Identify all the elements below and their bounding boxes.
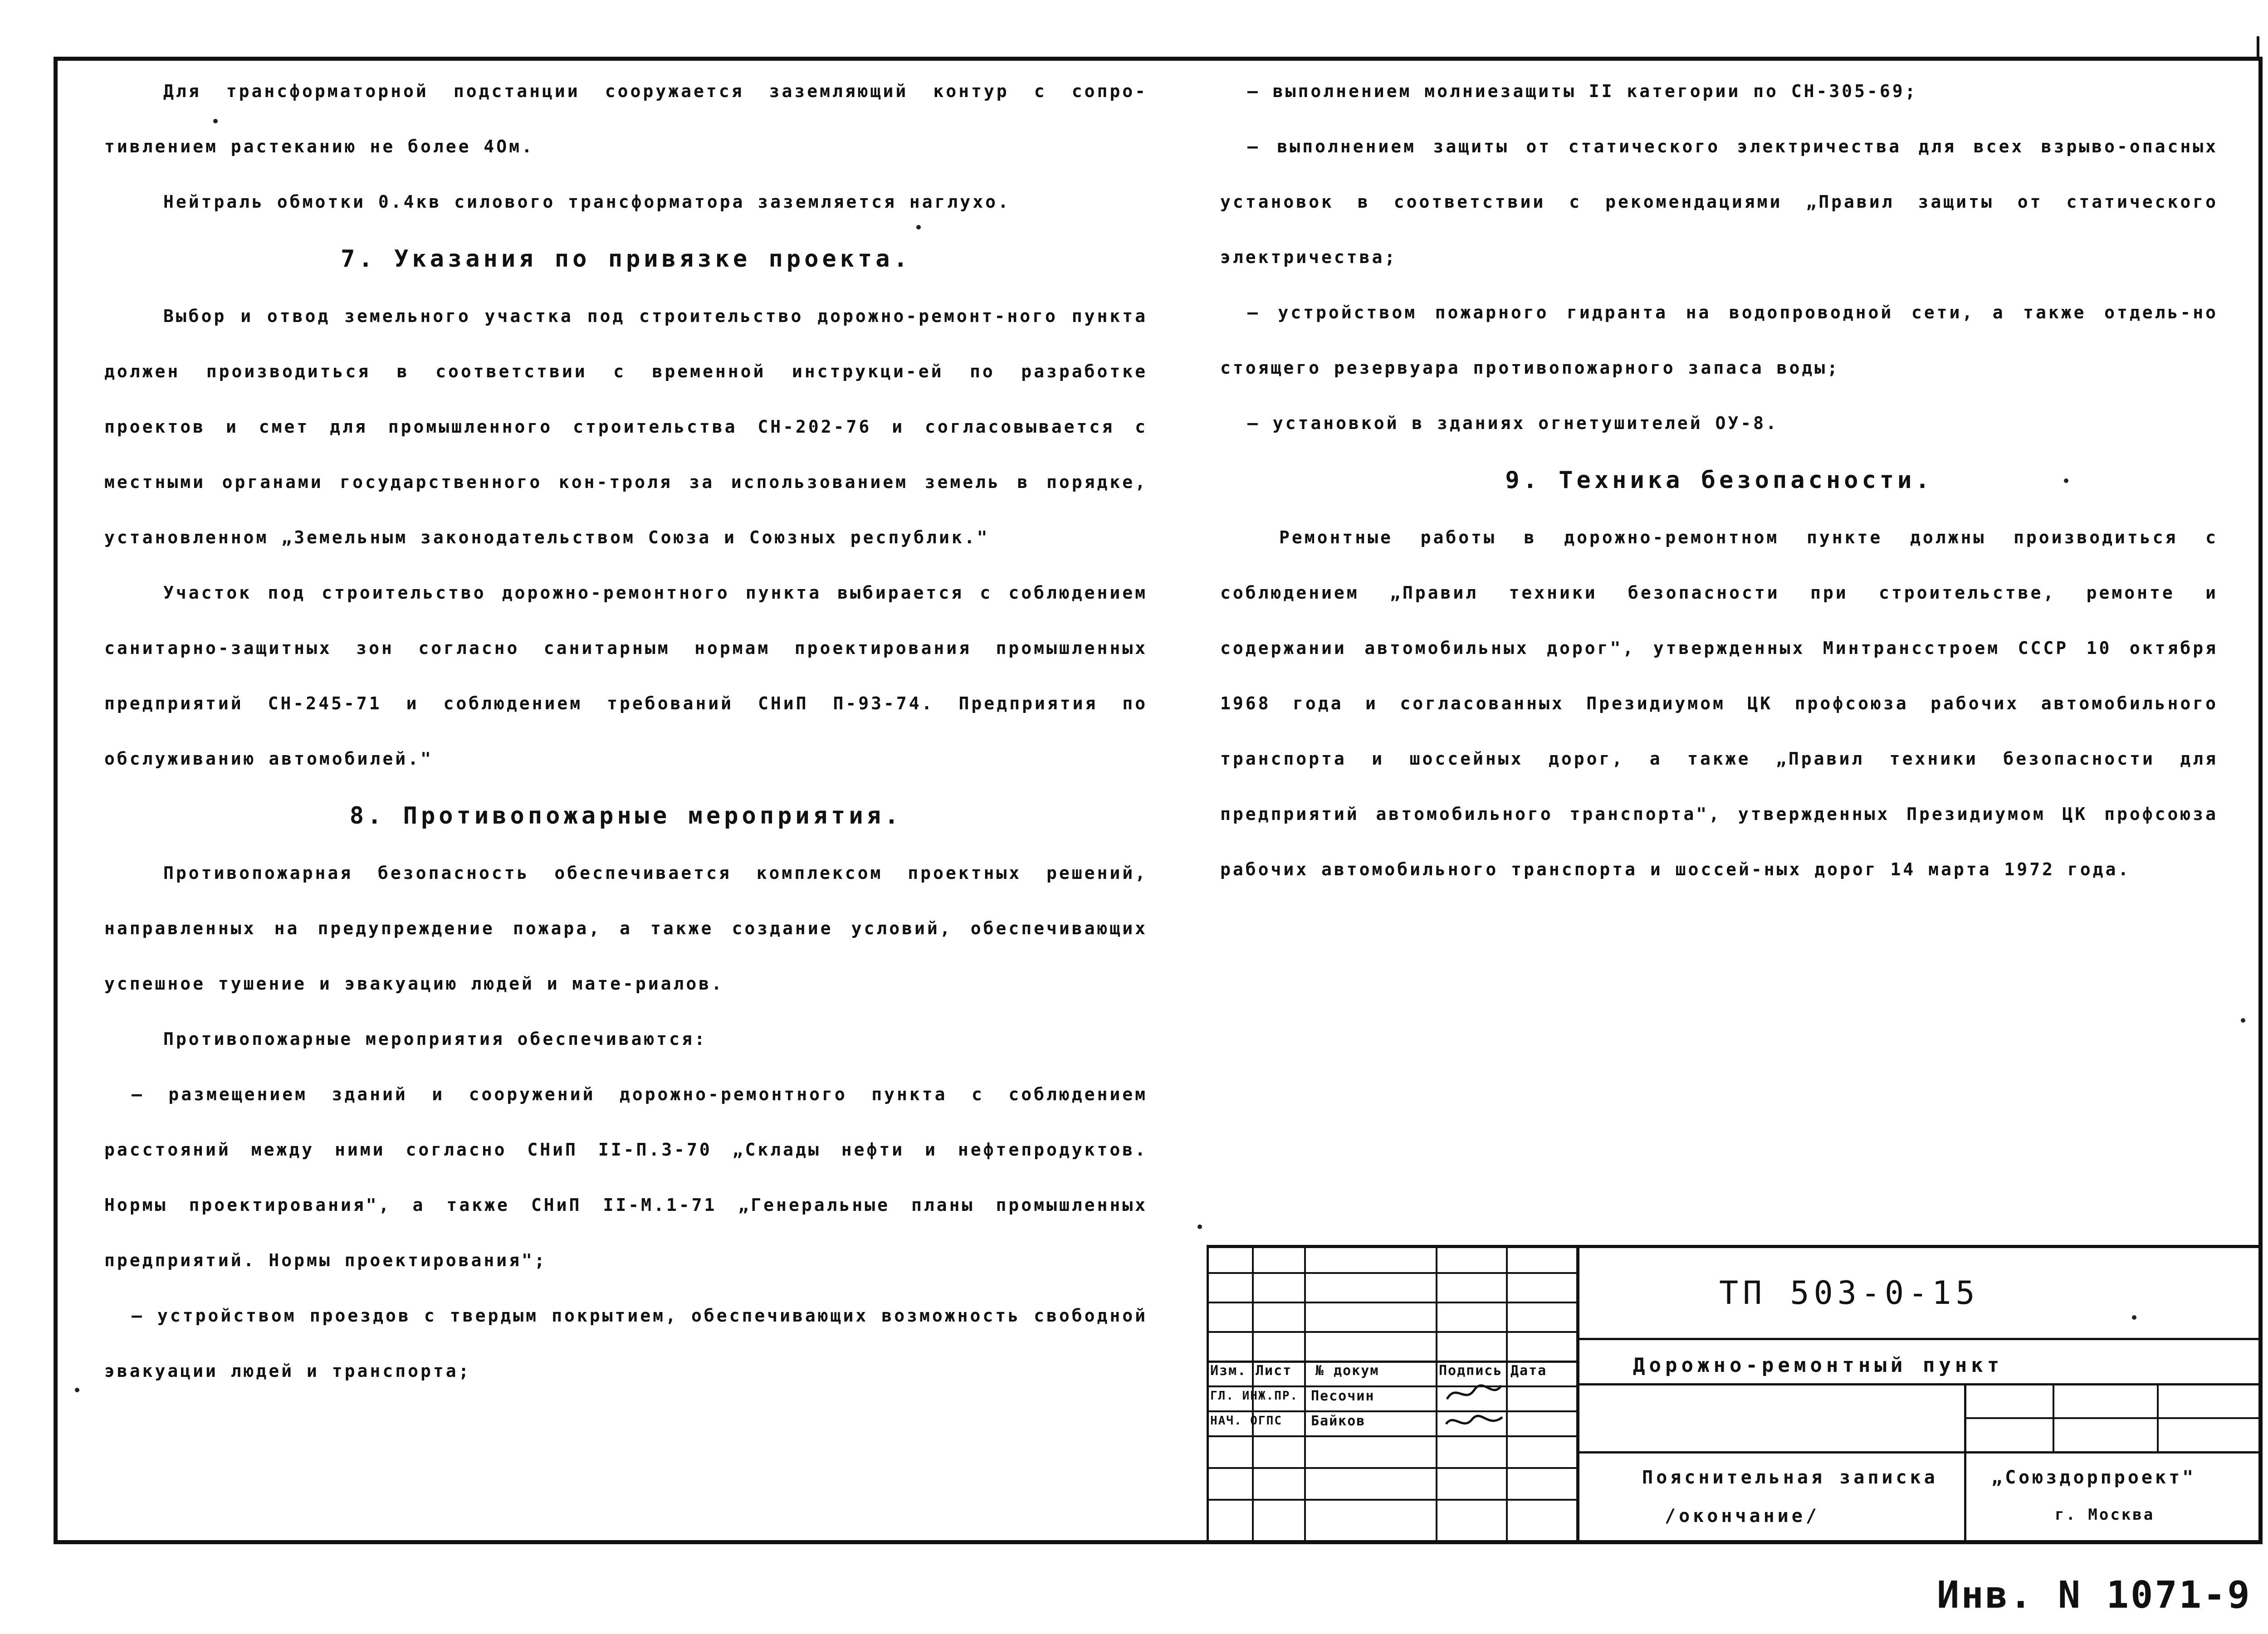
paragraph-site-selection: Выбор и отвод земельного участка под строительство дорожно-ремонт-ного пункта должен производиться в соответствии с временной инструкци-ей по разработке проектов и смет для промышленного строительства СН-202-76 и согласовывается с местными органами государственного кон-троля за использованием земель в порядке, установленном „Земельным законодательством Союза и Союзных республик." bbox=[104, 306, 1148, 547]
header-signature: Подпись bbox=[1439, 1363, 1503, 1379]
role-chief-engineer: ГЛ. ИНЖ.ПР. bbox=[1210, 1389, 1299, 1403]
scan-speck bbox=[2241, 1018, 2245, 1023]
list-item-lightning: — выполнением молниезащиты II категории по СН-305-69; bbox=[1247, 81, 1918, 101]
scan-speck bbox=[2132, 1315, 2136, 1320]
paragraph-site-requirements: Участок под строительство дорожно-ремонтного пункта выбирается с соблюдением санитарно-защитных зон согласно санитарным нормам проектирования промышленных предприятий СН-245-71 и соблюдением требований СНиП П-93-74. Предприятия по обслуживанию автомобилей." bbox=[104, 583, 1148, 769]
name-department-head: Байков bbox=[1311, 1413, 1366, 1429]
scan-speck bbox=[2064, 478, 2068, 483]
signature-1 bbox=[1442, 1381, 1506, 1408]
organization-name: „Союздорпроект" bbox=[1991, 1467, 2196, 1488]
name-chief-engineer: Песочин bbox=[1311, 1388, 1375, 1404]
scan-speck bbox=[213, 119, 218, 123]
header-sheet: Лист bbox=[1256, 1363, 1292, 1379]
paragraph-grounding: Для трансформаторной подстанции сооружается заземляющий контур с сопро-тивлением растеканию не более 4Ом. bbox=[104, 81, 1148, 156]
role-department-head: НАЧ. ОГПС bbox=[1210, 1414, 1282, 1428]
header-change: Изм. bbox=[1210, 1363, 1247, 1379]
document-name: Пояснительная записка bbox=[1642, 1467, 1938, 1488]
list-item-hydrant: — устройством пожарного гидранта на водопроводной сети, а также отдель-но стоящего резервуара противопожарного запаса воды; bbox=[1220, 302, 2218, 378]
section-7-heading: 7. Указания по привязке проекта. bbox=[341, 245, 911, 273]
document-part: /окончание/ bbox=[1665, 1506, 1820, 1527]
paragraph-fire-safety: Противопожарная безопасность обеспечивается комплексом проектных решений, направленных на предупреждение пожара, а также создание условий, обеспечивающих успешное тушение и эвакуацию людей и мате-риалов. bbox=[104, 863, 1148, 994]
list-item-driveways: — устройством проездов с твердым покрытием, обеспечивающих возможность свободной эвакуации людей и транспорта; bbox=[104, 1306, 1148, 1381]
scan-speck bbox=[1198, 1224, 1202, 1229]
list-item-building-placement: — размещением зданий и сооружений дорожно-ремонтного пункта с соблюдением расстояний между ними согласно СНиП II-П.3-70 „Склады нефти и нефтепродуктов. Нормы проектирования", а также СНиП II-М.1-71 „Генеральные планы промышленных предприятий. Нормы проектирования"; bbox=[104, 1084, 1148, 1270]
header-doc-number: № докум bbox=[1315, 1363, 1379, 1379]
header-date: Дата bbox=[1510, 1363, 1547, 1379]
paragraph-fire-measures-intro: Противопожарные мероприятия обеспечиваются: bbox=[163, 1029, 707, 1049]
list-item-extinguishers: — установкой в зданиях огнетушителей ОУ-8. bbox=[1247, 413, 1779, 433]
organization-city: г. Москва bbox=[2055, 1506, 2155, 1524]
scan-speck bbox=[75, 1388, 79, 1392]
project-code: ТП 503-0-15 bbox=[1719, 1274, 1980, 1312]
paragraph-safety-rules: Ремонтные работы в дорожно-ремонтном пункте должны производиться с соблюдением „Правил техники безопасности при строительстве, ремонте и содержании автомобильных дорог", утвержденных Минтрансстроем СССР 10 октября 1968 года и согласованных Президиумом ЦК профсоюза рабочих автомобильного транспорта и шоссейных дорог, а также „Правил техники безопасности для предприятий автомобильного транспорта", утвержденных Президиумом ЦК профсоюза рабочих автомобильного транспорта и шоссей-ных дорог 14 марта 1972 года. bbox=[1220, 527, 2218, 879]
left-column bbox=[104, 63, 1148, 1399]
list-item-static: — выполнением защиты от статического электричества для всех взрыво-опасных установок в соответствии с рекомендациями „Правил защиты от статического электричества; bbox=[1220, 137, 2218, 267]
scan-speck bbox=[916, 225, 921, 229]
right-column bbox=[1220, 63, 2218, 897]
signature-2 bbox=[1442, 1408, 1506, 1435]
project-title: Дорожно-ремонтный пункт bbox=[1633, 1354, 2004, 1377]
section-9-heading: 9. Техника безопасности. bbox=[1505, 467, 1933, 494]
inventory-number: Инв. N 1071-9 bbox=[1937, 1574, 2252, 1617]
paragraph-neutral: Нейтраль обмотки 0.4кв силового трансформатора заземляется наглухо. bbox=[163, 192, 1011, 212]
section-8-heading: 8. Противопожарные мероприятия. bbox=[349, 802, 903, 829]
